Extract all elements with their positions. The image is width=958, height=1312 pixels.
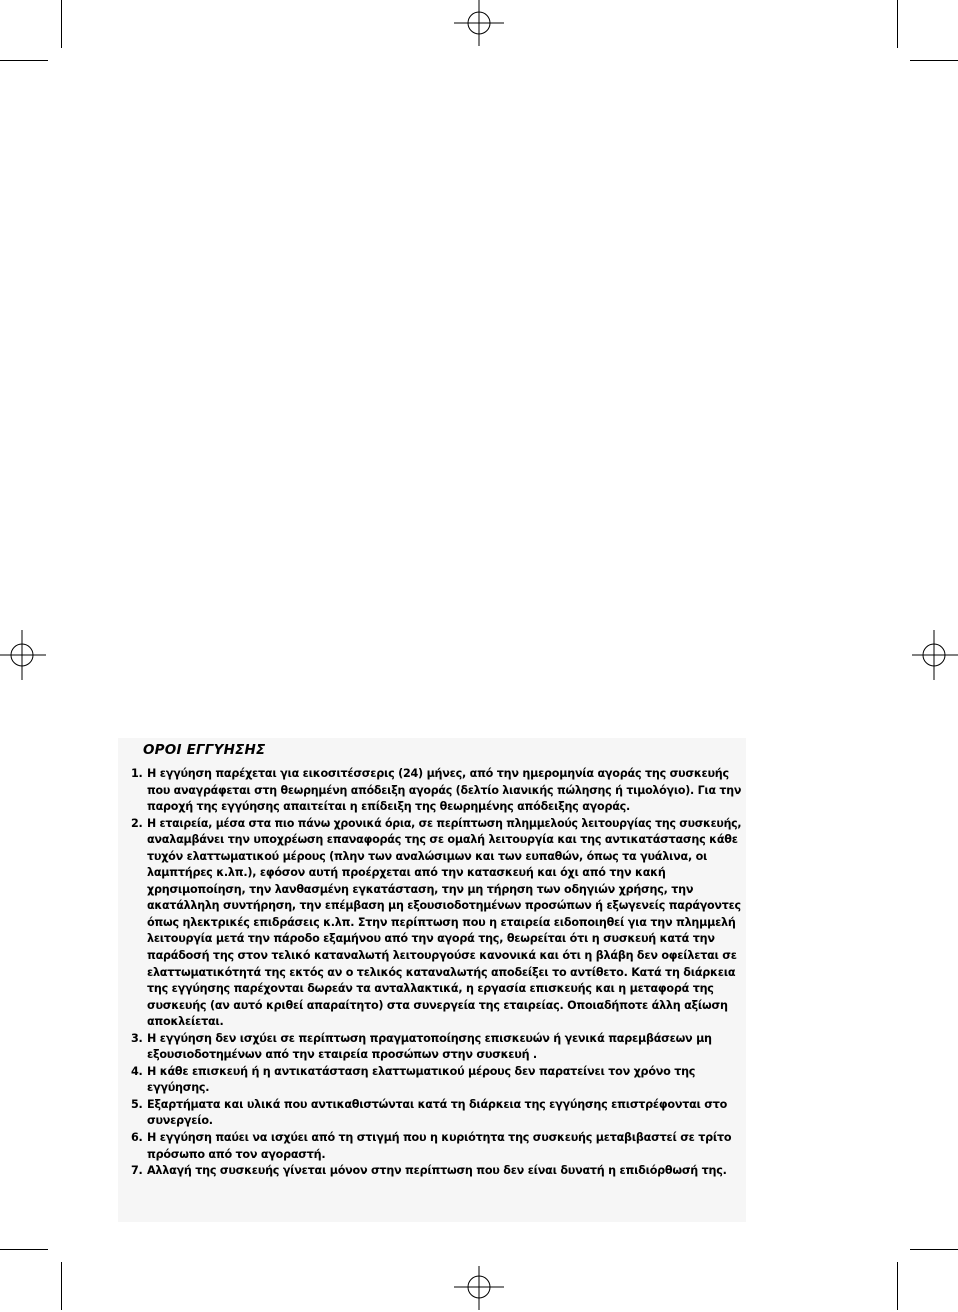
term-text-line: λειτουργία μετά την πάροδο εξαμήνου από την αγορά της, θεωρείται ότι η συσκευή κατά την (147, 932, 715, 946)
crop-mark-top-right-vertical (897, 0, 898, 48)
registration-mark-bottom-icon (454, 1262, 504, 1312)
warranty-term (131, 1031, 741, 1064)
term-text-line: χρησιμοποίηση, την λανθασμένη εγκατάσταση, την μη τήρηση των οδηγιών χρήσης, την (147, 882, 694, 896)
term-number: 6. (131, 1131, 143, 1145)
term-text-line: αναλαμβάνει την υποχρέωση επαναφοράς της σε ομαλή λειτουργία και της αντικατάστασης κάθε (147, 833, 738, 847)
term-text-line: Η εγγύηση παύει να ισχύει από τη στιγμή που η κυριότητα της συσκευής μεταβιβαστεί σε τρίτο (147, 1131, 732, 1145)
term-number: 1. (131, 767, 143, 780)
term-text-line: τυχόν ελαττωματικού μέρους (πλην των αναλώσιμων και των ευπαθών, όπως τα γυάλινα, οι (147, 849, 708, 863)
warranty-term (131, 766, 741, 816)
term-text-line: ελαττωματικότητά της εκτός αν ο τελικός καταναλωτής αποδείξει το αντίθετο. Κατά τη διάρκεια (147, 965, 736, 979)
term-text-line: που αναγράφεται στη θεωρημένη απόδειξη αγοράς (δελτίο λιανικής πώλησης ή τιμολόγιο). Για την (147, 783, 742, 797)
warranty-term (131, 1097, 741, 1130)
document-title: ΟΡΟΙ ΕΓΓΥΗΣΗΣ (143, 742, 266, 758)
term-text-line: εξουσιοδοτημένων από την εταιρεία προσώπων στην συσκευή . (147, 1048, 537, 1062)
warranty-term (131, 1130, 741, 1163)
term-text-line: ακατάλληλη συντήρηση, την επέμβαση μη εξουσιοδοτημένων προσώπων ή εξωγενείς παράγοντες (147, 899, 741, 913)
term-number: 5. (131, 1097, 143, 1111)
term-text-line: συνεργείο. (147, 1114, 213, 1128)
term-text-line: εγγύησης. (147, 1081, 210, 1095)
term-text-line: Αλλαγή της συσκευής γίνεται μόνον στην περίπτωση που δεν είναι δυνατή η επιδιόρθωσή της. (147, 1164, 727, 1178)
crop-mark-bottom-right-vertical (897, 1262, 898, 1310)
term-text-line: Η εταιρεία, μέσα στα πιο πάνω χρονικά όρια, σε περίπτωση πλημμελούς λειτουργίας της συσκευής, (147, 816, 742, 830)
crop-mark-top-right-horizontal (910, 60, 958, 61)
term-text-line: παροχή της εγγύησης απαιτείται η επίδειξη της θεωρημένης απόδειξης αγοράς. (147, 800, 631, 814)
term-text-line: όπως ηλεκτρικές επιδράσεις κ.λπ. Στην περίπτωση που η εταιρεία ειδοποιηθεί για την πλημμελή (147, 915, 736, 929)
registration-mark-top-icon (454, 0, 504, 50)
registration-mark-right-icon (908, 630, 958, 680)
term-number: 3. (131, 1031, 143, 1045)
term-text-line: Εξαρτήματα και υλικά που αντικαθιστώνται κατά τη διάρκεια της εγγύησης επιστρέφονται στο (147, 1097, 728, 1111)
term-text-line: παράδοσή της στον τελικό καταναλωτή λειτουργούσε κανονικά και ότι η βλάβη δεν οφείλεται σε (147, 949, 737, 963)
term-text-line: Η κάθε επισκευή ή η αντικατάσταση ελαττωματικού μέρους δεν παρατείνει τον χρόνο της (147, 1064, 696, 1078)
term-text-line: Η εγγύηση δεν ισχύει σε περίπτωση πραγματοποίησης επισκευών ή γενικά παρεμβάσεων μη (147, 1031, 712, 1045)
term-number: 4. (131, 1064, 143, 1078)
crop-mark-top-left-vertical (61, 0, 62, 48)
term-text-line: συσκευής (αν αυτό κριθεί απαραίτητο) στα συνεργεία της εταιρείας. Οποιαδήποτε άλλη αξίωση (147, 998, 728, 1012)
term-text-line: Η εγγύηση παρέχεται για εικοσιτέσσερις (24) μήνες, από την ημερομηνία αγοράς της συσκευής (147, 767, 729, 780)
term-number: 7. (131, 1164, 143, 1178)
crop-mark-bottom-left-horizontal (0, 1249, 48, 1250)
term-text-line: λαμπτήρες κ.λπ.), εφόσον αυτή προέρχεται από την κατασκευή και όχι από την κακή (147, 866, 666, 880)
term-text-line: της εγγύησης παρέχονται δωρεάν τα ανταλλακτικά, η εργασία επισκευής και η μεταφορά της (147, 982, 714, 996)
registration-mark-left-icon (0, 630, 50, 680)
warranty-term (131, 1064, 741, 1097)
warranty-term (131, 1163, 741, 1180)
crop-mark-top-left-horizontal (0, 60, 48, 61)
warranty-term (131, 816, 741, 1031)
warranty-terms-list (131, 766, 741, 1180)
term-text-line: αποκλείεται. (147, 1015, 224, 1029)
crop-mark-bottom-right-horizontal (910, 1249, 958, 1250)
term-text-line: πρόσωπο από τον αγοραστή. (147, 1147, 326, 1161)
term-number: 2. (131, 816, 143, 830)
crop-mark-bottom-left-vertical (61, 1262, 62, 1310)
